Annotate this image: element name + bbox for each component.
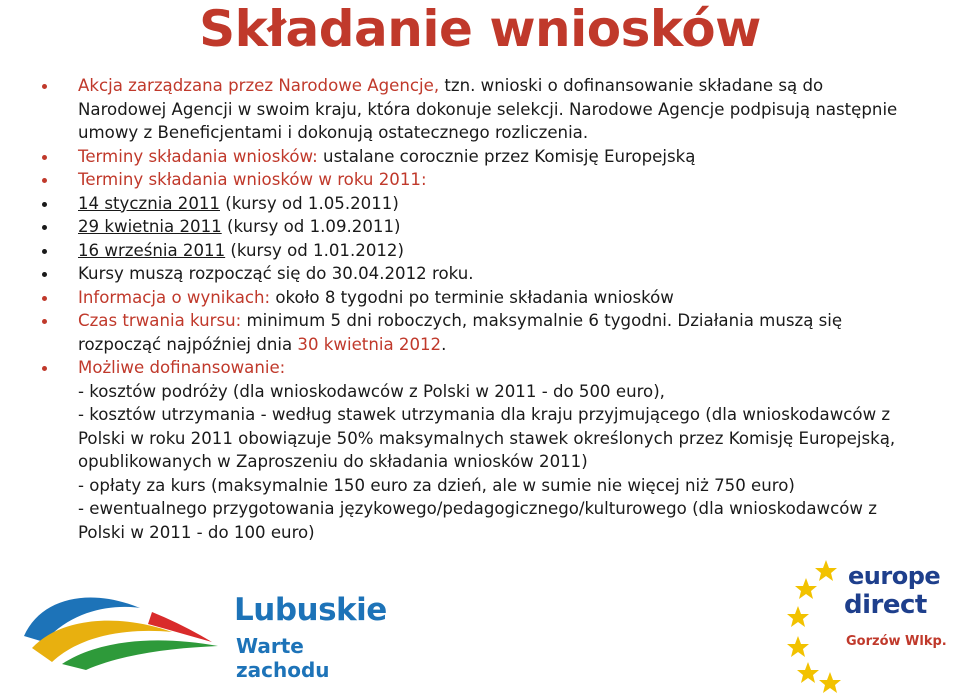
deadline-date: 29 kwietnia 2011 (78, 217, 222, 236)
lubuskie-tagline: Warte zachodu (236, 634, 330, 682)
slide-body (36, 74, 916, 544)
slide-title: Składanie wniosków (199, 0, 761, 58)
europe-direct-city: Gorzów Wlkp. (846, 634, 947, 649)
start-deadline: 30 kwietnia 2012 (297, 334, 442, 354)
bullet-text: (kursy od 1.09.2011) (221, 217, 401, 236)
bullet-text: ustalane corocznie przez Komisję Europejską (317, 146, 696, 166)
funding-line: - ewentualnego przygotowania językowego/pedagogicznego/kulturowego (dla wnioskodawców z Polski w 2011 - do 100 euro) (78, 499, 877, 542)
bullet-item (36, 356, 916, 544)
bullet-list (36, 74, 916, 544)
bullet-item (36, 74, 916, 145)
bullet-lead: Czas trwania kursu: (78, 311, 242, 330)
deadline-date: 14 stycznia 2011 (78, 193, 220, 213)
europe-word: europe (848, 562, 941, 590)
bullet-text: minimum 5 dni roboczych, maksymalnie 6 tygodni. Działania muszą się rozpocząć najpóźniej dnia (78, 311, 843, 354)
bullet-item (36, 145, 916, 169)
lubuskie-name: Lubuskie (234, 592, 387, 628)
lubuskie-mark-icon (22, 590, 222, 670)
bullet-lead: Terminy składania wniosków: (78, 146, 318, 166)
funding-line: - kosztów podróży (dla wnioskodawców z Polski w 2011 - do 500 euro), (78, 381, 665, 401)
bullet-text: (kursy od 1.05.2011) (220, 193, 399, 213)
bullet-text: (kursy od 1.01.2012) (225, 240, 404, 260)
deadline-date: 16 września 2011 (78, 240, 226, 260)
funding-line: - opłaty za kurs (maksymalnie 150 euro za dzień, ale w sumie nie więcej niż 750 euro) (78, 475, 795, 495)
bullet-item (36, 286, 916, 310)
bullet-lead: Możliwe dofinansowanie: (78, 358, 286, 377)
lubuskie-logo (22, 590, 402, 682)
direct-word: direct (844, 590, 927, 620)
bullet-item (36, 168, 916, 192)
bullet-item (36, 262, 916, 286)
bullet-text: około 8 tygodni po terminie składania wniosków (270, 287, 674, 307)
bullet-item (36, 215, 916, 239)
funding-line: - kosztów utrzymania - według stawek utrzymania dla kraju przyjmującego (dla wnioskodawców z Polski w roku 2011 obowiązuje 50% maksymalnych stawek określonych przez Komisję Europejską, opublikowanych w Zaproszeniu do składania wniosków 2011) (78, 405, 896, 471)
europe-direct-logo (786, 556, 960, 693)
bullet-item (36, 239, 916, 263)
bullet-end: . (441, 334, 447, 354)
bullet-lead: Terminy składania wniosków w roku 2011: (78, 170, 427, 189)
bullet-lead: Akcja zarządzana przez Narodowe Agencje, (78, 76, 440, 95)
bullet-item (36, 192, 916, 216)
bullet-lead: Informacja o wynikach: (78, 287, 271, 307)
bullet-item (36, 309, 916, 356)
bullet-text: tzn. wnioski o dofinansowanie składane są do Narodowej Agencji w swoim kraju, która dokonuje selekcji. Narodowe Agencje podpisują następnie umowy z Beneficjentami i dokonują ostatecznego rozliczenia. (78, 76, 898, 142)
bullet-text: Kursy muszą rozpocząć się do 30.04.2012 roku. (78, 264, 474, 283)
eu-stars-icon (786, 556, 856, 693)
